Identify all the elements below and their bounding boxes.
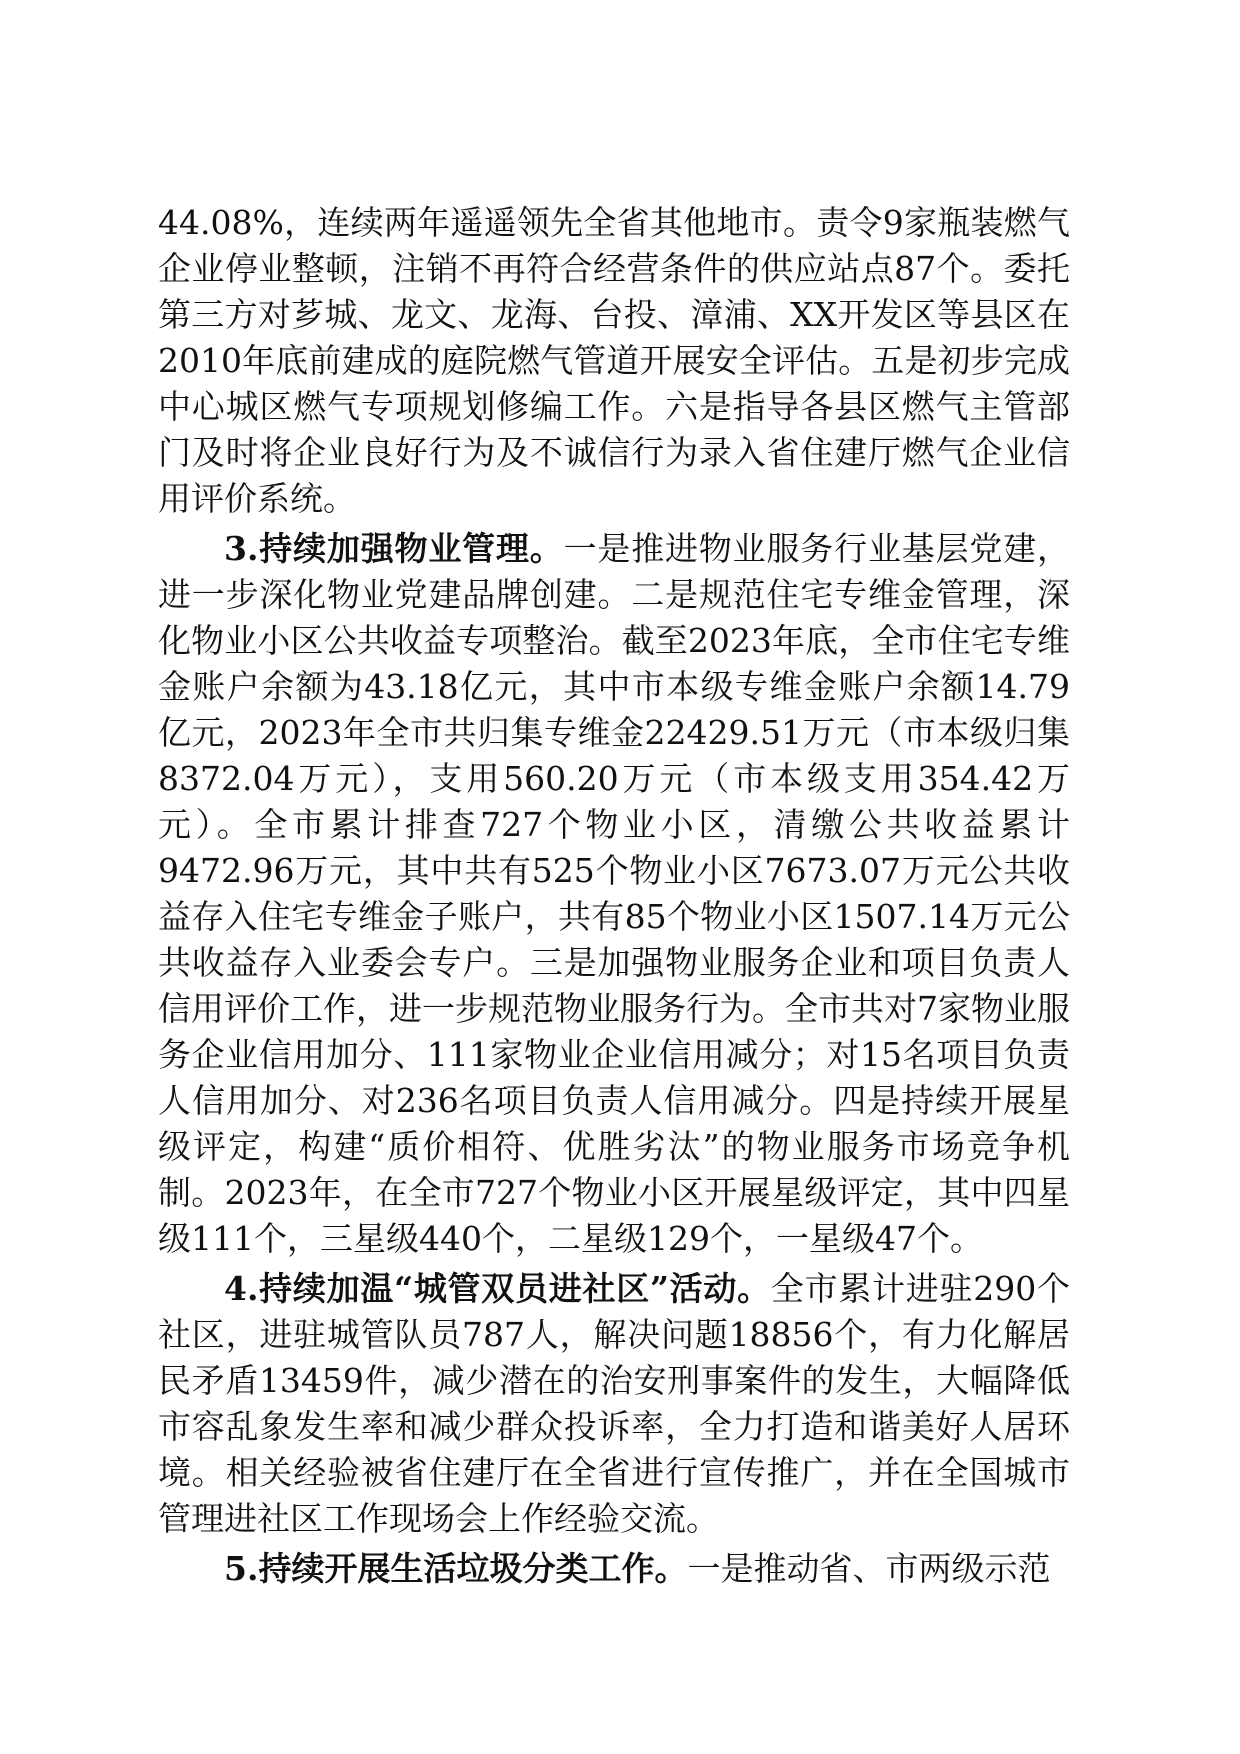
document-body: [158, 200, 1070, 1596]
paragraph-gas-safety: [158, 200, 1070, 522]
paragraph-waste-sorting: [158, 1546, 1070, 1592]
paragraph-community-activity: [158, 1266, 1070, 1542]
section-heading-property-management: 3.持续加强物业管理。: [224, 529, 564, 568]
paragraph-property-management: [158, 526, 1070, 1262]
paragraph-text: 一是推动省、市两级示范: [687, 1549, 1051, 1588]
paragraph-text: 一是推进物业服务行业基层党建，进一步深化物业党建品牌创建。二是规范住宅专维金管理，深化物业小区公共收益专项整治。截至2023年底，全市住宅专维金账户余额为43.18亿元，其中市本级专维金账户余额14.79亿元，2023年全市共归集专维金22429.51万元（市本级归集8372.04万元），支用560.20万元（市本级支用354.42万元）。全市累计排查727个物业小区，清缴公共收益累计9472.96万元，其中共有525个物业小区7673.07万元公共收益存入住宅专维金子账户，共有85个物业小区1507.14万元公共收益存入业委会专户。三是加强物业服务企业和项目负责人信用评价工作，进一步规范物业服务行为。全市共对7家物业服务企业信用加分、111家物业企业信用减分；对15名项目负责人信用加分、对236名项目负责人信用减分。四是持续开展星级评定，构建“质价相符、优胜劣汰”的物业服务市场竞争机制。2023年，在全市727个物业小区开展星级评定，其中四星级111个，三星级440个，二星级129个，一星级47个。: [158, 529, 1071, 1258]
paragraph-text: 全市累计进驻290个社区，进驻城管队员787人，解决问题18856个，有力化解居民矛盾13459件，减少潜在的治安刑事案件的发生，大幅降低市容乱象发生率和减少群众投诉率，全力打造和谐美好人居环境。相关经验被省住建厅在全省进行宣传推广，并在全国城市管理进社区工作现场会上作经验交流。: [158, 1269, 1070, 1538]
section-heading-waste-sorting: 5.持续开展生活垃圾分类工作。: [224, 1549, 688, 1588]
paragraph-text: 44.08%，连续两年遥遥领先全省其他地市。责令9家瓶装燃气企业停业整顿，注销不再符合经营条件的供应站点87个。委托第三方对芗城、龙文、龙海、台投、漳浦、XX开发区等县区在2010年底前建成的庭院燃气管道开展安全评估。五是初步完成中心城区燃气专项规划修编工作。六是指导各县区燃气主管部门及时将企业良好行为及不诚信行为录入省住建厅燃气企业信用评价系统。: [158, 203, 1070, 518]
section-heading-community-activity: 4.持续加温“城管双员进社区”活动。: [224, 1269, 771, 1308]
